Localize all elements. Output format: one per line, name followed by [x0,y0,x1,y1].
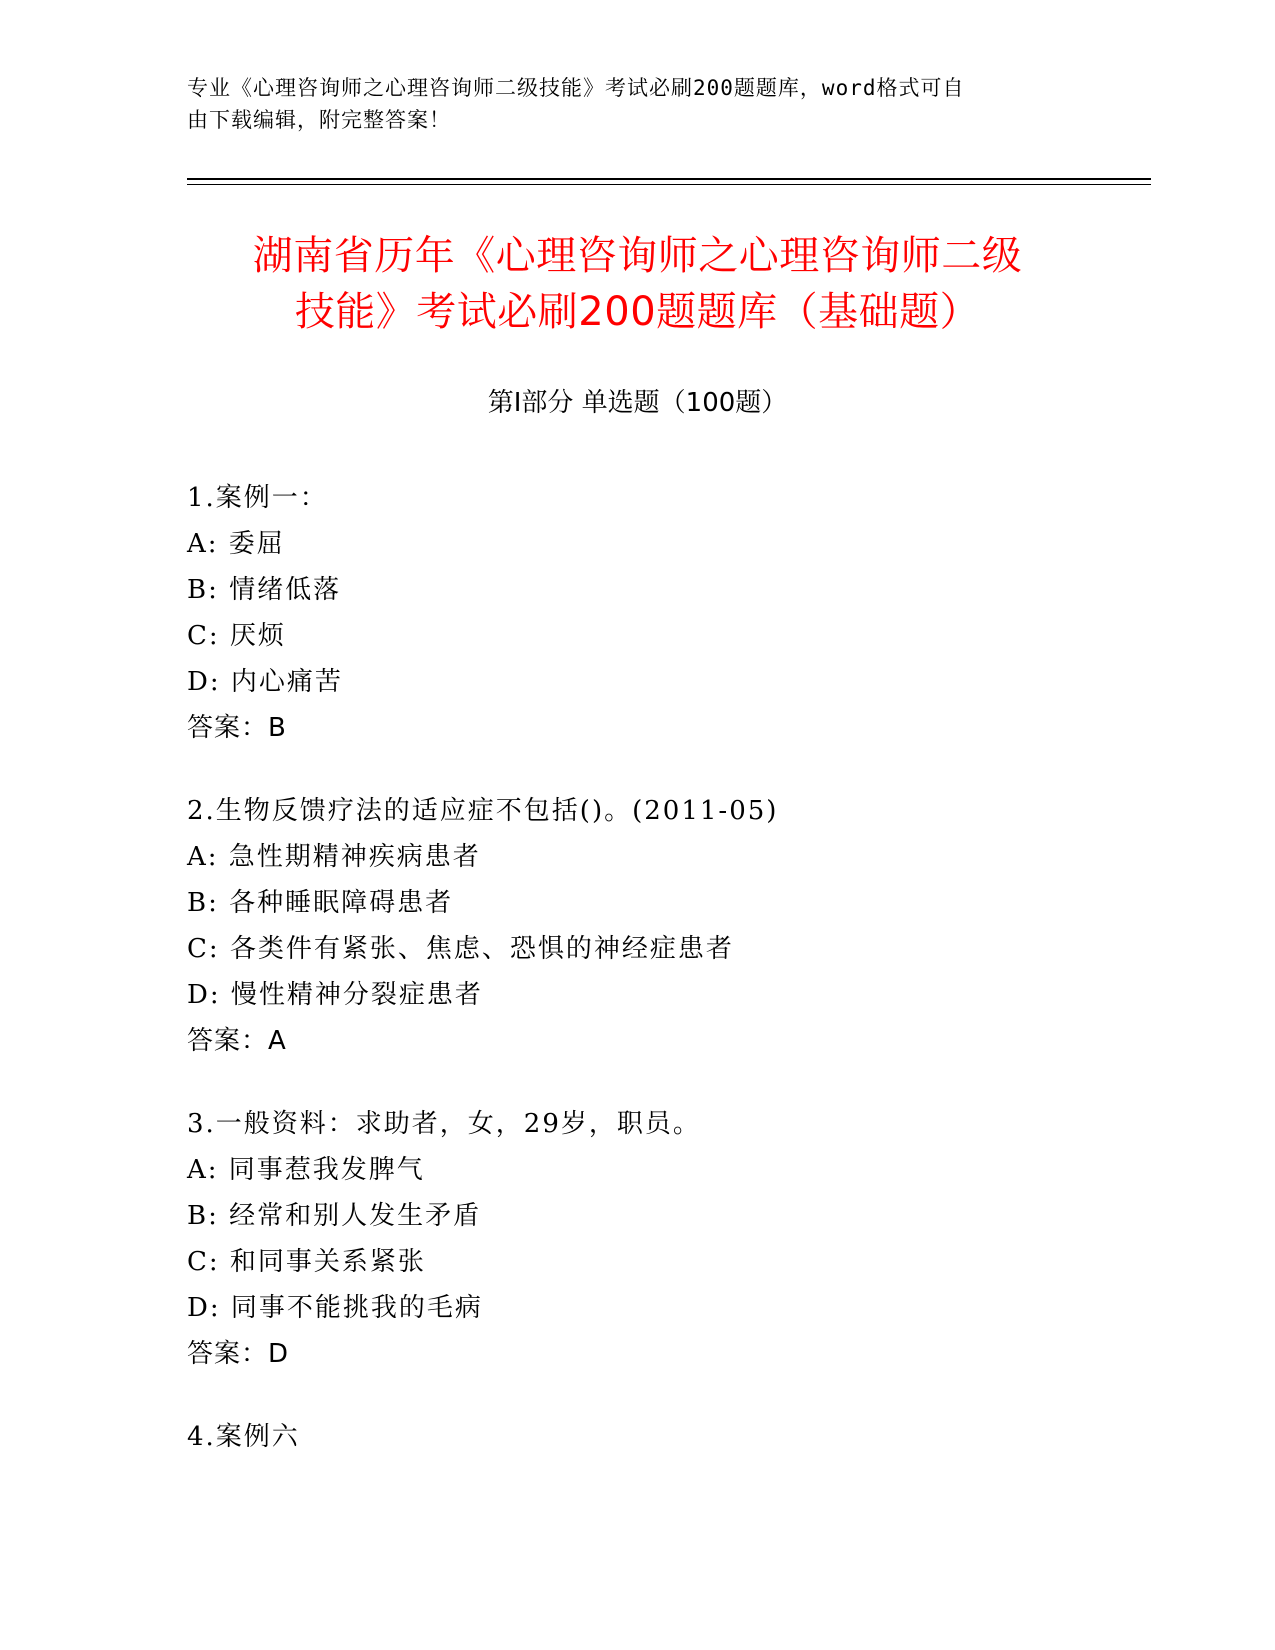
option-a: A: 委屈 [187,529,285,559]
option-b: B: 经常和别人发生矛盾 [187,1201,482,1231]
answer: 答案：B [187,713,287,743]
option-b: B: 各种睡眠障碍患者 [187,888,454,918]
title-line-1: 湖南省历年《心理咨询师之心理咨询师二级 [252,233,1023,279]
question-1 [187,475,1137,751]
intro-line-1: 专业《心理咨询师之心理咨询师二级技能》考试必刷200题题库，word格式可自 [187,76,965,100]
answer: 答案：D [187,1339,290,1369]
question-list [187,475,1137,1497]
question-4 [187,1414,1137,1460]
question-stem: 4.案例六 [187,1422,300,1452]
intro-text [187,72,1067,136]
question-stem: 3.一般资料：求助者，女，29岁，职员。 [187,1109,701,1139]
question-stem: 2.生物反馈疗法的适应症不包括()。(2011-05) [187,796,779,826]
option-a: A: 急性期精神疾病患者 [187,842,481,872]
question-3 [187,1101,1137,1377]
header-divider-thin [187,184,1151,185]
question-stem: 1.案例一： [187,483,328,513]
option-c: C: 和同事关系紧张 [187,1247,426,1277]
option-c: C: 各类件有紧张、焦虑、恐惧的神经症患者 [187,934,734,964]
option-d: D: 慢性精神分裂症患者 [187,980,483,1010]
option-c: C: 厌烦 [187,621,286,651]
document-title [150,228,1125,340]
intro-line-2: 由下载编辑，附完整答案！ [187,108,451,132]
section-heading: 第I部分 单选题（100题） [487,388,788,418]
option-a: A: 同事惹我发脾气 [187,1155,425,1185]
option-d: D: 内心痛苦 [187,667,343,697]
header-divider-thick [187,178,1151,180]
option-d: D: 同事不能挑我的毛病 [187,1293,483,1323]
answer: 答案：A [187,1026,287,1056]
title-line-2: 技能》考试必刷200题题库（基础题） [294,289,981,335]
question-2 [187,788,1137,1064]
option-b: B: 情绪低落 [187,575,342,605]
